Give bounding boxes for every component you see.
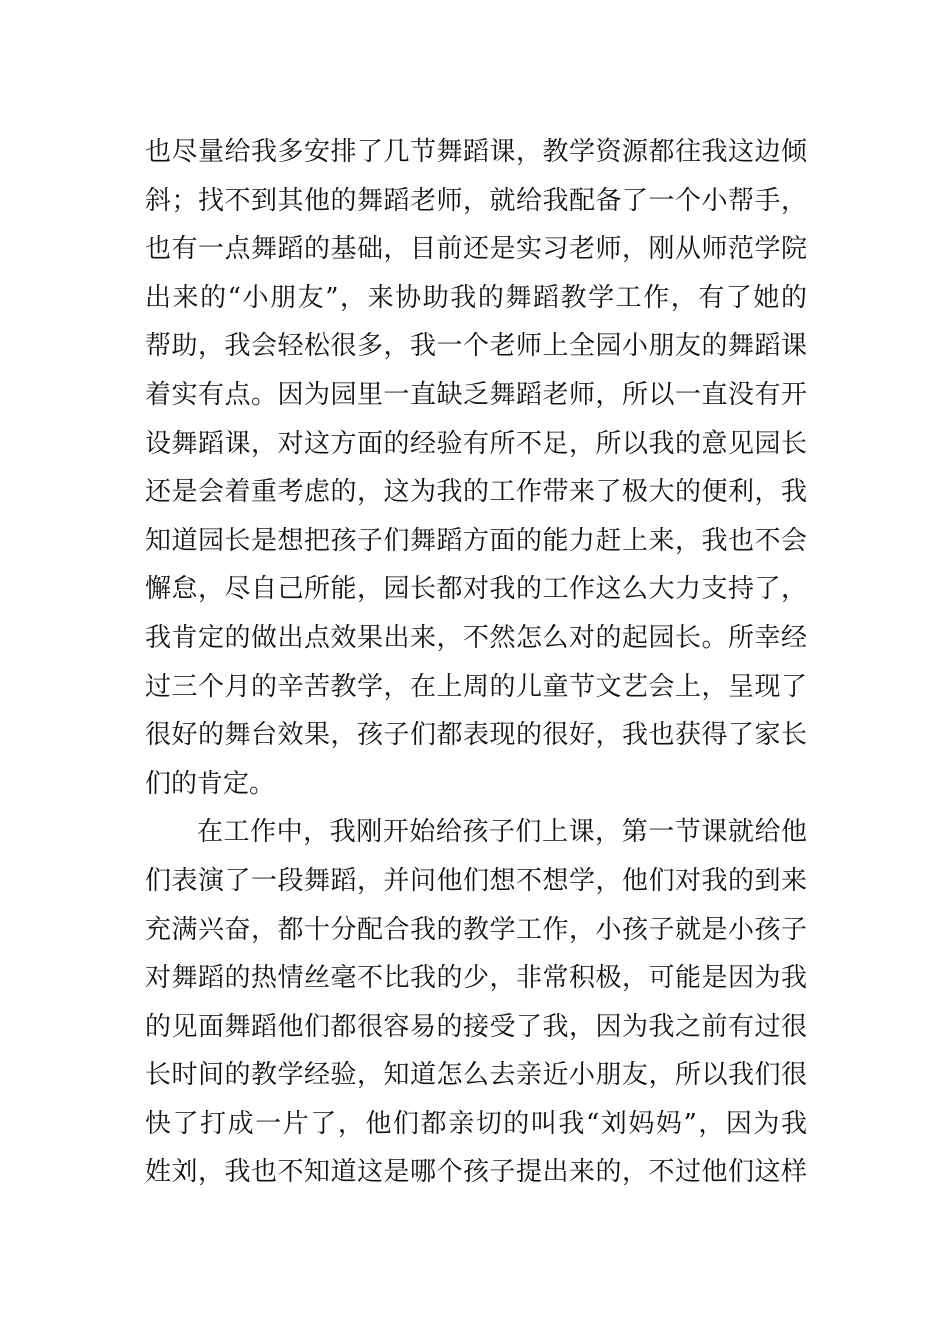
text-line: 帮助，我会轻松很多，我一个老师上全园小朋友的舞蹈课 — [145, 331, 807, 362]
text-line: 我肯定的做出点效果出来，不然怎么对的起园长。所幸经 — [145, 622, 807, 653]
body-text — [145, 128, 807, 1197]
text-line: 姓刘，我也不知道这是哪个孩子提出来的，不过他们这样 — [145, 1157, 807, 1188]
text-line: 长时间的教学经验，知道怎么去亲近小朋友，所以我们很 — [145, 1060, 807, 1091]
text-line: 在工作中，我刚开始给孩子们上课，第一节课就给他 — [197, 817, 807, 848]
text-line: 出来的“小朋友”，来协助我的舞蹈教学工作，有了她的 — [145, 282, 807, 313]
text-line: 很好的舞台效果，孩子们都表现的很好，我也获得了家长 — [145, 720, 807, 751]
text-line: 快了打成一片了，他们都亲切的叫我“刘妈妈”，因为我 — [145, 1108, 807, 1139]
text-line: 懈怠，尽自己所能，园长都对我的工作这么大力支持了， — [145, 574, 807, 605]
text-line: 也尽量给我多安排了几节舞蹈课，教学资源都往我这边倾 — [145, 137, 807, 167]
text-line: 设舞蹈课，对这方面的经验有所不足，所以我的意见园长 — [145, 428, 807, 459]
text-line: 对舞蹈的热情丝毫不比我的少，非常积极，可能是因为我 — [145, 963, 807, 994]
text-line: 充满兴奋，都十分配合我的教学工作，小孩子就是小孩子 — [145, 914, 807, 945]
text-line: 的见面舞蹈他们都很容易的接受了我，因为我之前有过很 — [145, 1011, 807, 1042]
paragraph-1 — [145, 128, 807, 808]
text-line: 知道园长是想把孩子们舞蹈方面的能力赶上来，我也不会 — [145, 525, 807, 556]
text-line: 还是会着重考虑的，这为我的工作带来了极大的便利，我 — [145, 477, 807, 508]
paragraph-2 — [145, 808, 807, 1197]
text-line: 也有一点舞蹈的基础，目前还是实习老师，刚从师范学院 — [145, 234, 807, 265]
text-line: 着实有点。因为园里一直缺乏舞蹈老师，所以一直没有开 — [145, 379, 807, 410]
text-line: 们的肯定。 — [145, 768, 276, 799]
text-line: 们表演了一段舞蹈，并问他们想不想学，他们对我的到来 — [145, 865, 807, 896]
text-line: 斜；找不到其他的舞蹈老师，就给我配备了一个小帮手， — [145, 185, 807, 216]
text-line: 过三个月的辛苦教学，在上周的儿童节文艺会上，呈现了 — [145, 671, 807, 702]
